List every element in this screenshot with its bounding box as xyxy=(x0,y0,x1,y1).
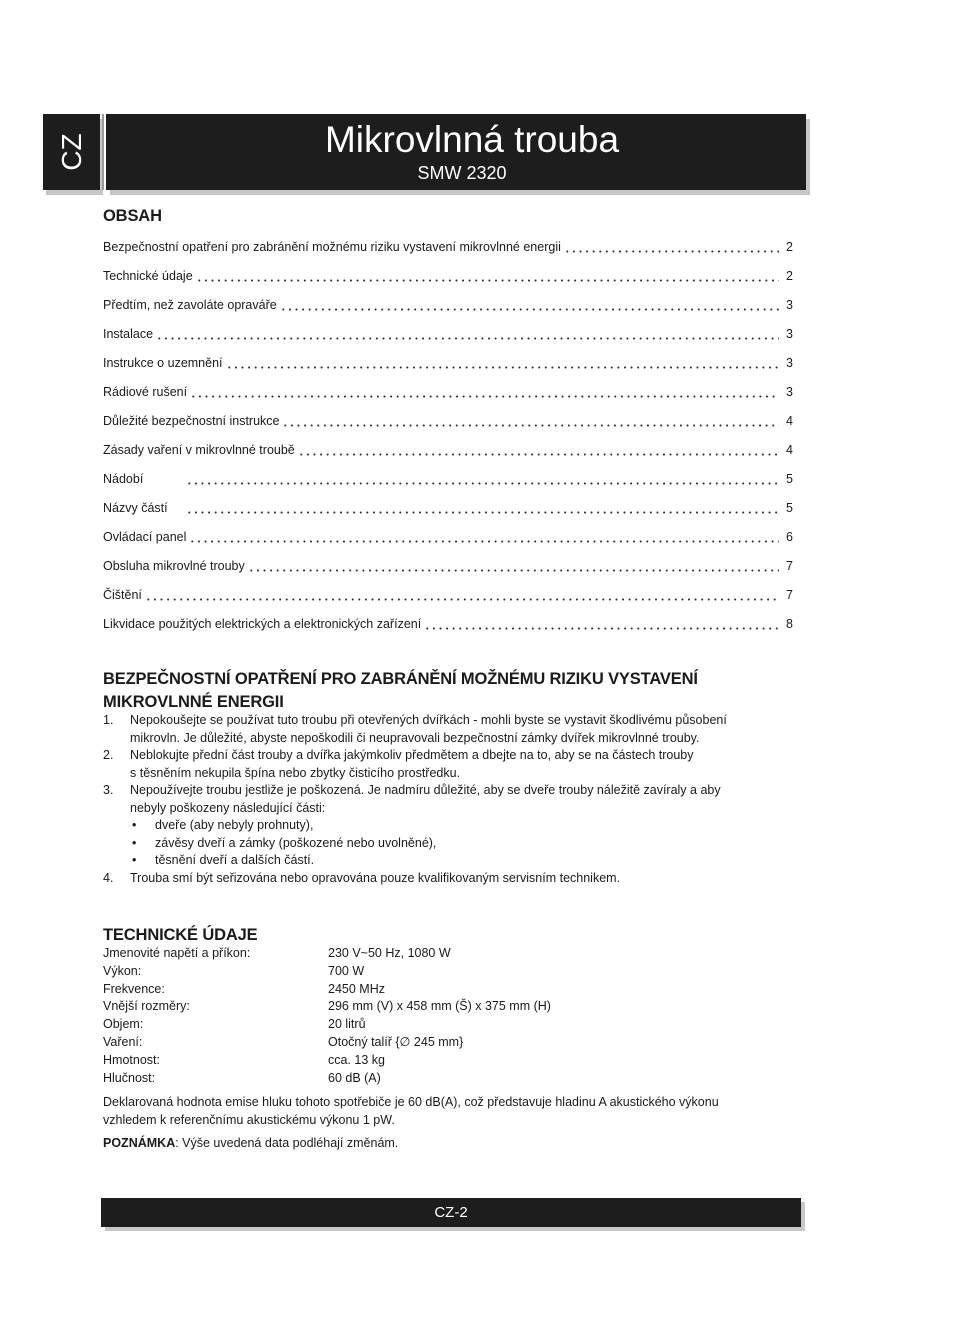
bullet-item-text: těsnění dveří a dalších částí. xyxy=(155,853,315,867)
list-item-text: nebyly poškozeny následující části: xyxy=(130,800,326,815)
spec-value: 700 W xyxy=(328,963,365,978)
specs-table xyxy=(103,945,793,1087)
toc-entry-label: Obsluha mikrovlné trouby xyxy=(103,559,245,573)
spec-row xyxy=(103,998,793,1016)
toc-entry-page: 3 xyxy=(786,327,793,341)
toc-entry xyxy=(103,529,793,558)
toc-entry xyxy=(103,239,793,268)
safety-heading xyxy=(103,668,698,714)
dot-leader xyxy=(186,500,779,517)
bullet-item-text: dveře (aby nebyly prohnuty), xyxy=(155,818,314,832)
spec-label: Jmenovité napětí a příkon: xyxy=(103,946,251,960)
bullet-icon: • xyxy=(132,818,137,832)
spec-row xyxy=(103,945,793,963)
list-item-text: Nepokoušejte se používat tuto troubu při otevřených dvířkách - mohli byste se vystavit škodlivému působení xyxy=(130,713,727,727)
safety-heading-line: BEZPEČNOSTNÍ OPATŘENÍ PRO ZABRÁNĚNÍ MOŽNÉMU RIZIKU VYSTAVENÍ xyxy=(103,670,698,688)
dot-leader xyxy=(145,587,779,604)
toc-heading: OBSAH xyxy=(103,207,162,225)
toc-entry xyxy=(103,587,793,616)
toc-entry-page: 2 xyxy=(786,240,793,254)
language-tab-label: CZ xyxy=(55,133,87,171)
spec-label: Hmotnost: xyxy=(103,1052,160,1067)
page-footer xyxy=(101,1198,801,1227)
list-item xyxy=(103,870,793,888)
page-number: CZ-2 xyxy=(434,1204,468,1221)
toc-entry xyxy=(103,268,793,297)
dot-leader xyxy=(282,413,779,430)
header-divider xyxy=(102,114,104,190)
toc-entry-page: 7 xyxy=(786,588,793,602)
title-banner xyxy=(106,114,806,190)
dot-leader xyxy=(190,384,779,401)
noise-declaration-line: vzhledem k referenčnímu akustickému výkonu 1 pW. xyxy=(103,1113,395,1127)
toc-entry-label: Nádobí xyxy=(103,472,144,486)
spec-row xyxy=(103,1052,793,1070)
spec-label: Vaření: xyxy=(103,1034,143,1049)
toc-entry-label: Ovládací panel xyxy=(103,530,187,544)
toc-entry-page: 2 xyxy=(786,269,793,283)
bullet-icon: • xyxy=(132,835,137,850)
safety-heading-line: MIKROVLNNÉ ENERGII xyxy=(103,693,284,711)
toc-entry-label: Čištění xyxy=(103,588,142,602)
bullet-item xyxy=(130,852,793,870)
toc-entry-label: Likvidace použitých elektrických a elektronických zařízení xyxy=(103,617,422,631)
spec-value: 2450 MHz xyxy=(328,981,385,996)
toc-entry xyxy=(103,500,793,529)
note-text: : Výše uvedená data podléhají změnám. xyxy=(175,1136,399,1150)
toc-entry-page: 4 xyxy=(786,443,793,457)
list-item-text: mikrovln. Je důležité, abyste nepoškodili či neupravovali bezpečnostní zámky dvířek mikrovlnné trouby. xyxy=(130,730,700,745)
bullet-icon: • xyxy=(132,853,137,867)
bullet-item-text: závěsy dveří a zámky (poškozené nebo uvolněné), xyxy=(155,835,437,850)
dot-leader xyxy=(298,442,779,459)
list-item xyxy=(103,782,793,870)
toc-entry-label: Zásady vaření v mikrovlnné troubě xyxy=(103,443,295,457)
page-title: Mikrovlnná trouba xyxy=(324,119,620,160)
toc-entry xyxy=(103,616,793,645)
toc-entry-page: 3 xyxy=(786,356,793,370)
dot-leader xyxy=(196,268,779,285)
toc-entry xyxy=(103,384,793,413)
toc-entry-label: Instalace xyxy=(103,327,154,341)
bullet-item xyxy=(130,835,793,853)
spec-value: Otočný talíř {∅ 245 mm} xyxy=(328,1034,464,1049)
spec-row xyxy=(103,1034,793,1052)
toc-entry-page: 6 xyxy=(786,530,793,544)
spec-label: Vnější rozměry: xyxy=(103,999,190,1014)
toc-entry-page: 5 xyxy=(786,472,793,486)
language-tab xyxy=(43,114,100,190)
noise-declaration-line: Deklarovaná hodnota emise hluku tohoto spotřebiče je 60 dB(A), což představuje hladinu A akustického výkonu xyxy=(103,1095,719,1109)
dot-leader xyxy=(424,616,779,633)
toc-entry-label: Rádiové rušení xyxy=(103,385,188,399)
table-of-contents xyxy=(103,239,793,645)
spec-row xyxy=(103,1070,793,1088)
dot-leader xyxy=(189,529,779,546)
toc-entry-label: Předtím, než zavoláte opraváře xyxy=(103,298,277,312)
note-label: POZNÁMKA xyxy=(103,1136,176,1150)
toc-entry-label: Technické údaje xyxy=(103,269,193,283)
toc-entry xyxy=(103,442,793,471)
toc-entry-page: 4 xyxy=(786,414,793,428)
specs-heading: TECHNICKÉ ÚDAJE xyxy=(103,926,258,944)
toc-entry-label: Instrukce o uzemnění xyxy=(103,356,223,370)
dot-leader xyxy=(280,297,779,314)
spec-row xyxy=(103,963,793,981)
list-item-text: Nepoužívejte troubu jestliže je poškozená. Je nadmíru důležité, aby se dveře trouby náležitě zavíraly a aby xyxy=(130,783,721,797)
dot-leader xyxy=(248,558,779,575)
spec-value: cca. 13 kg xyxy=(328,1052,385,1067)
spec-value: 296 mm (V) x 458 mm (Š) x 375 mm (H) xyxy=(328,999,551,1014)
list-item-text: s těsněním nekupila špína nebo zbytky čisticího prostředku. xyxy=(130,765,461,780)
spec-value: 60 dB (A) xyxy=(328,1070,381,1085)
spec-row xyxy=(103,981,793,999)
spec-value: 20 litrů xyxy=(328,1017,366,1032)
noise-declaration xyxy=(103,1093,793,1129)
list-item-number: 3. xyxy=(103,783,114,797)
toc-entry xyxy=(103,471,793,500)
dot-leader xyxy=(564,239,779,256)
dot-leader xyxy=(156,326,779,343)
dot-leader xyxy=(186,471,779,488)
list-item xyxy=(103,747,793,782)
toc-entry xyxy=(103,297,793,326)
note xyxy=(103,1134,793,1152)
spec-label: Výkon: xyxy=(103,963,142,978)
spec-value: 230 V~50 Hz, 1080 W xyxy=(328,946,451,960)
spec-row xyxy=(103,1016,793,1034)
toc-entry-page: 7 xyxy=(786,559,793,573)
dot-leader xyxy=(226,355,779,372)
list-item-number: 1. xyxy=(103,713,114,727)
list-item-number: 2. xyxy=(103,748,114,762)
bullet-item xyxy=(130,817,793,835)
toc-entry-label: Názvy částí xyxy=(103,501,168,515)
toc-entry-page: 3 xyxy=(786,298,793,312)
spec-label: Hlučnost: xyxy=(103,1070,156,1085)
toc-entry xyxy=(103,558,793,587)
toc-entry-page: 5 xyxy=(786,501,793,515)
model-number: SMW 2320 xyxy=(417,163,507,183)
toc-entry-page: 8 xyxy=(786,617,793,631)
toc-entry xyxy=(103,355,793,384)
list-item-number: 4. xyxy=(103,870,114,885)
safety-list xyxy=(103,712,793,887)
toc-entry-label: Bezpečnostní opatření pro zabránění možnému riziku vystavení mikrovlnné energii xyxy=(103,240,561,254)
spec-label: Objem: xyxy=(103,1017,144,1032)
toc-entry xyxy=(103,413,793,442)
list-item xyxy=(103,712,793,747)
spec-label: Frekvence: xyxy=(103,981,165,996)
list-item-text: Neblokujte přední část trouby a dvířka jakýmkoliv předmětem a dbejte na to, aby se na částech trouby xyxy=(130,748,694,762)
toc-entry xyxy=(103,326,793,355)
toc-entry-label: Důležité bezpečnostní instrukce xyxy=(103,414,280,428)
toc-entry-page: 3 xyxy=(786,385,793,399)
list-item-text: Trouba smí být seřizována nebo opravována pouze kvalifikovaným servisním technikem. xyxy=(130,870,621,885)
